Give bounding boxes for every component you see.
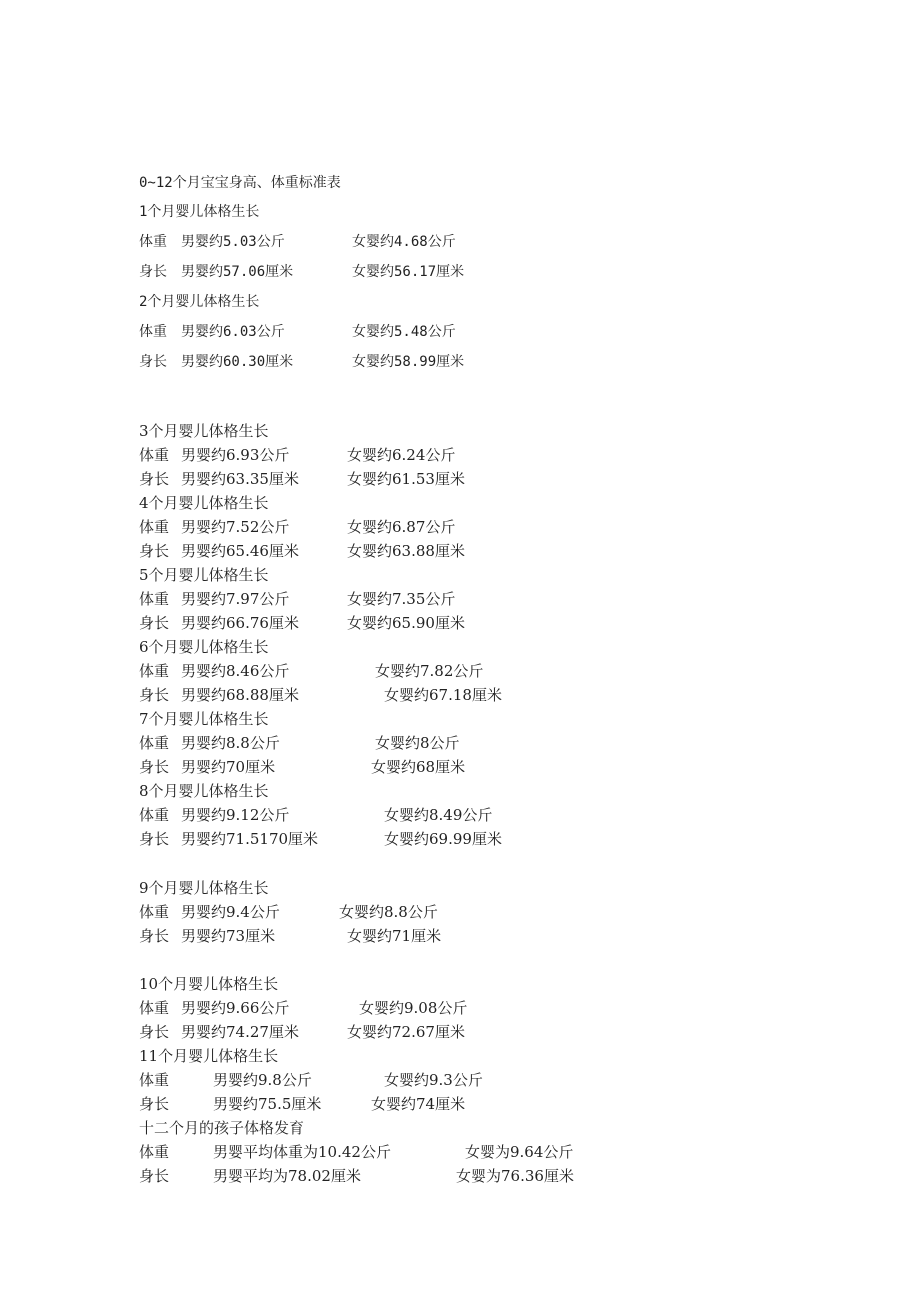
month-heading: 7个月婴儿体格生长 xyxy=(139,710,269,728)
boy-height: 男婴约63.35厘米 xyxy=(181,470,299,488)
girl-weight: 女婴约6.87公斤 xyxy=(347,518,456,536)
girl-weight: 女婴约8.49公斤 xyxy=(384,806,493,824)
document-title: 0~12个月宝宝身高、体重标准表 xyxy=(139,175,341,191)
height-label: 身长 xyxy=(139,830,170,848)
girl-weight: 女婴约6.24公斤 xyxy=(347,446,456,464)
girl-weight: 女婴为9.64公斤 xyxy=(465,1143,574,1161)
weight-label: 体重 xyxy=(139,518,170,536)
girl-weight: 女婴约8.8公斤 xyxy=(339,903,438,921)
month-heading: 1个月婴儿体格生长 xyxy=(139,204,260,220)
boy-weight: 男婴约5.03公斤 xyxy=(181,234,285,250)
height-label: 身长 xyxy=(139,1095,170,1113)
weight-label: 体重 xyxy=(139,590,170,608)
month-heading: 8个月婴儿体格生长 xyxy=(139,782,269,800)
weight-label: 体重 xyxy=(139,999,170,1017)
boy-height: 男婴约60.30厘米 xyxy=(181,354,294,370)
weight-label: 体重 xyxy=(139,1071,170,1089)
height-label: 身长 xyxy=(139,614,170,632)
boy-weight: 男婴平均体重为10.42公斤 xyxy=(213,1143,391,1161)
boy-weight: 男婴约8.46公斤 xyxy=(181,662,290,680)
height-label: 身长 xyxy=(139,470,170,488)
boy-weight: 男婴约6.93公斤 xyxy=(181,446,290,464)
boy-weight: 男婴约7.52公斤 xyxy=(181,518,290,536)
boy-height: 男婴约68.88厘米 xyxy=(181,686,299,704)
girl-height: 女婴约71厘米 xyxy=(347,927,442,945)
girl-height: 女婴约56.17厘米 xyxy=(352,264,465,280)
girl-height: 女婴约58.99厘米 xyxy=(352,354,465,370)
weight-label: 体重 xyxy=(139,903,170,921)
weight-label: 体重 xyxy=(139,324,167,340)
boy-height: 男婴约74.27厘米 xyxy=(181,1023,299,1041)
girl-height: 女婴为76.36厘米 xyxy=(456,1167,574,1185)
girl-height: 女婴约63.88厘米 xyxy=(347,542,465,560)
boy-height: 男婴约70厘米 xyxy=(181,758,276,776)
month-heading: 十二个月的孩子体格发育 xyxy=(139,1119,305,1137)
height-label: 身长 xyxy=(139,686,170,704)
girl-height: 女婴约72.67厘米 xyxy=(347,1023,465,1041)
boy-weight: 男婴约9.66公斤 xyxy=(181,999,290,1017)
girl-weight: 女婴约7.35公斤 xyxy=(347,590,456,608)
weight-label: 体重 xyxy=(139,1143,170,1161)
girl-height: 女婴约67.18厘米 xyxy=(384,686,502,704)
height-label: 身长 xyxy=(139,354,167,370)
girl-weight: 女婴约7.82公斤 xyxy=(375,662,484,680)
girl-height: 女婴约65.90厘米 xyxy=(347,614,465,632)
month-heading: 10个月婴儿体格生长 xyxy=(139,975,279,993)
boy-weight: 男婴约8.8公斤 xyxy=(181,734,280,752)
weight-label: 体重 xyxy=(139,806,170,824)
month-heading: 6个月婴儿体格生长 xyxy=(139,638,269,656)
height-label: 身长 xyxy=(139,758,170,776)
height-label: 身长 xyxy=(139,1167,170,1185)
weight-label: 体重 xyxy=(139,662,170,680)
boy-weight: 男婴约6.03公斤 xyxy=(181,324,285,340)
weight-label: 体重 xyxy=(139,234,167,250)
girl-weight: 女婴约4.68公斤 xyxy=(352,234,456,250)
boy-weight: 男婴约9.8公斤 xyxy=(213,1071,312,1089)
height-label: 身长 xyxy=(139,542,170,560)
boy-height: 男婴约73厘米 xyxy=(181,927,276,945)
boy-height: 男婴约66.76厘米 xyxy=(181,614,299,632)
month-heading: 4个月婴儿体格生长 xyxy=(139,494,269,512)
boy-height: 男婴平均为78.02厘米 xyxy=(213,1167,361,1185)
boy-height: 男婴约75.5厘米 xyxy=(213,1095,322,1113)
height-label: 身长 xyxy=(139,1023,170,1041)
girl-height: 女婴约69.99厘米 xyxy=(384,830,502,848)
month-heading: 2个月婴儿体格生长 xyxy=(139,294,260,310)
girl-weight: 女婴约8公斤 xyxy=(375,734,460,752)
boy-weight: 男婴约9.4公斤 xyxy=(181,903,280,921)
girl-height: 女婴约61.53厘米 xyxy=(347,470,465,488)
boy-weight: 男婴约7.97公斤 xyxy=(181,590,290,608)
boy-weight: 男婴约9.12公斤 xyxy=(181,806,290,824)
boy-height: 男婴约71.5170厘米 xyxy=(181,830,319,848)
month-heading: 9个月婴儿体格生长 xyxy=(139,879,269,897)
girl-weight: 女婴约9.3公斤 xyxy=(384,1071,483,1089)
height-label: 身长 xyxy=(139,264,167,280)
month-heading: 11个月婴儿体格生长 xyxy=(139,1047,279,1065)
girl-height: 女婴约74厘米 xyxy=(371,1095,466,1113)
month-heading: 3个月婴儿体格生长 xyxy=(139,422,269,440)
girl-weight: 女婴约5.48公斤 xyxy=(352,324,456,340)
boy-height: 男婴约57.06厘米 xyxy=(181,264,294,280)
height-label: 身长 xyxy=(139,927,170,945)
weight-label: 体重 xyxy=(139,734,170,752)
month-heading: 5个月婴儿体格生长 xyxy=(139,566,269,584)
girl-weight: 女婴约9.08公斤 xyxy=(359,999,468,1017)
weight-label: 体重 xyxy=(139,446,170,464)
boy-height: 男婴约65.46厘米 xyxy=(181,542,299,560)
girl-height: 女婴约68厘米 xyxy=(371,758,466,776)
